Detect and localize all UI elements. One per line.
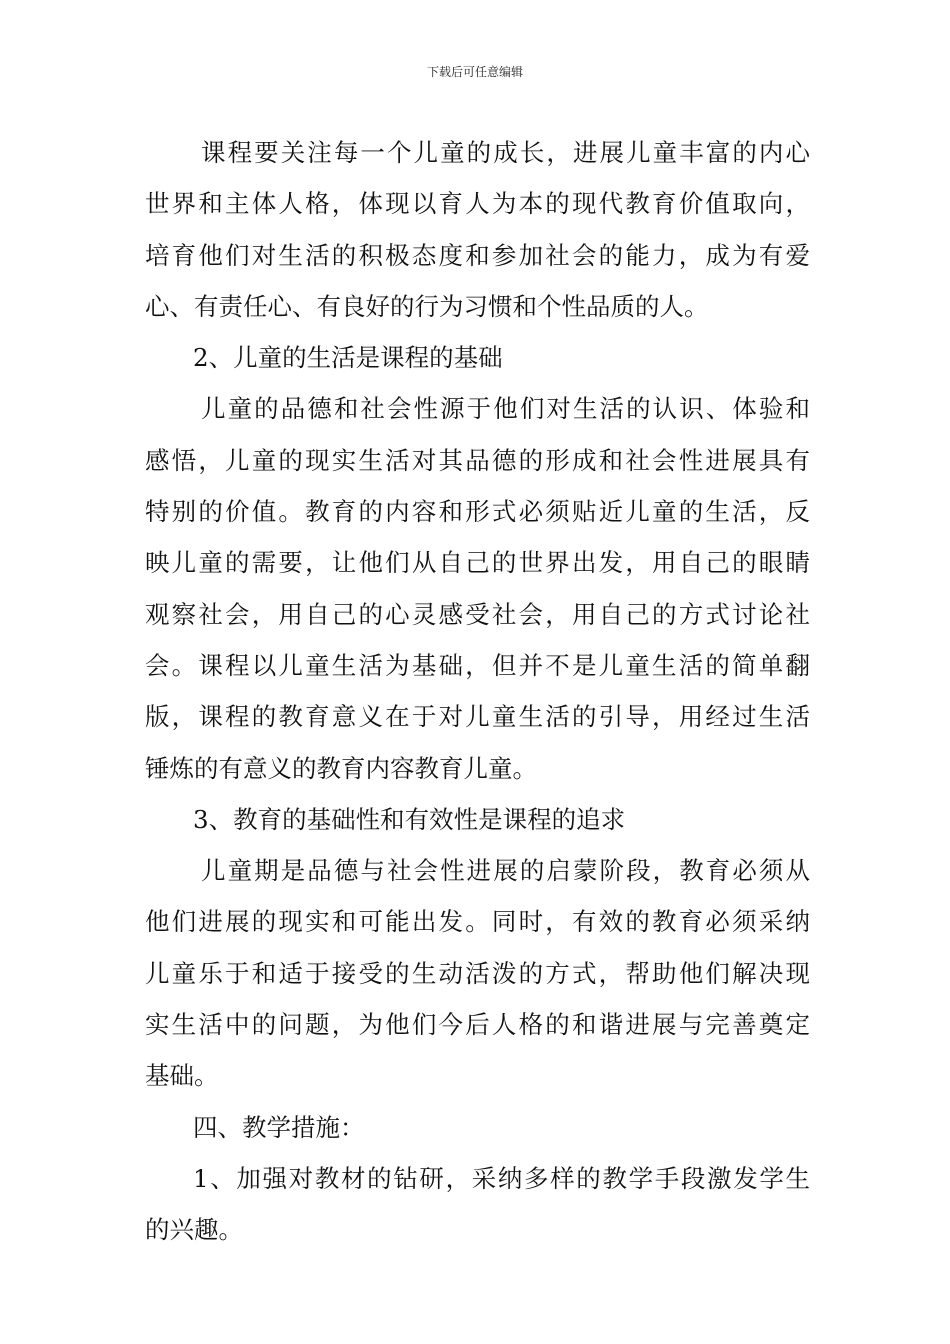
text-line: 实生活中的问题，为他们今后人格的和谐进展与完善奠定	[145, 1010, 810, 1040]
section-heading-teaching-measures: 四、教学措施：	[193, 1112, 365, 1142]
text-line: 1、加强对教材的钻研，采纳多样的教学手段激发学生	[193, 1163, 810, 1193]
text-line: 儿童乐于和适于接受的生动活泼的方式，帮助他们解决现	[145, 958, 810, 988]
text-line: 特别的价值。教育的内容和形式必须贴近儿童的生活，反	[145, 497, 810, 527]
text-line: 版，课程的教育意义在于对儿童生活的引导，用经过生活	[145, 702, 810, 732]
text-line: 培育他们对生活的积极态度和参加社会的能力，成为有爱	[145, 240, 810, 270]
text-line: 感悟，儿童的现实生活对其品德的形成和社会性进展具有	[145, 445, 810, 475]
text-line: 映儿童的需要，让他们从自己的世界出发，用自己的眼睛	[145, 548, 810, 578]
paragraph-enlightenment	[145, 845, 810, 1101]
paragraph-children-life	[145, 383, 810, 793]
section-heading-2: 2、儿童的生活是课程的基础	[193, 343, 503, 373]
text-line: 的兴趣。	[145, 1215, 243, 1245]
text-line: 会。课程以儿童生活为基础，但并不是儿童生活的简单翻	[145, 650, 810, 680]
paragraph-curriculum-growth	[145, 127, 810, 332]
document-body	[145, 127, 810, 1256]
page-header: 下载后可任意编辑	[426, 65, 523, 79]
text-line: 课程要关注每一个儿童的成长，进展儿童丰富的内心	[201, 138, 810, 167]
text-line: 观察社会，用自己的心灵感受社会，用自己的方式讨论社	[145, 599, 810, 629]
section-heading-3: 3、教育的基础性和有效性是课程的追求	[193, 804, 626, 834]
text-line: 儿童期是品德与社会性进展的启蒙阶段，教育必须从	[201, 856, 810, 886]
paragraph-measure-1	[145, 1153, 810, 1256]
text-line: 锤炼的有意义的教育内容教育儿童。	[145, 753, 537, 783]
text-line: 基础。	[145, 1061, 219, 1091]
text-line: 儿童的品德和社会性源于他们对生活的认识、体验和	[201, 394, 810, 424]
text-line: 世界和主体人格，体现以育人为本的现代教育价值取向，	[145, 189, 810, 219]
text-line: 他们进展的现实和可能出发。同时，有效的教育必须采纳	[145, 907, 810, 937]
text-line: 心、有责任心、有良好的行为习惯和个性品质的人。	[145, 291, 709, 321]
